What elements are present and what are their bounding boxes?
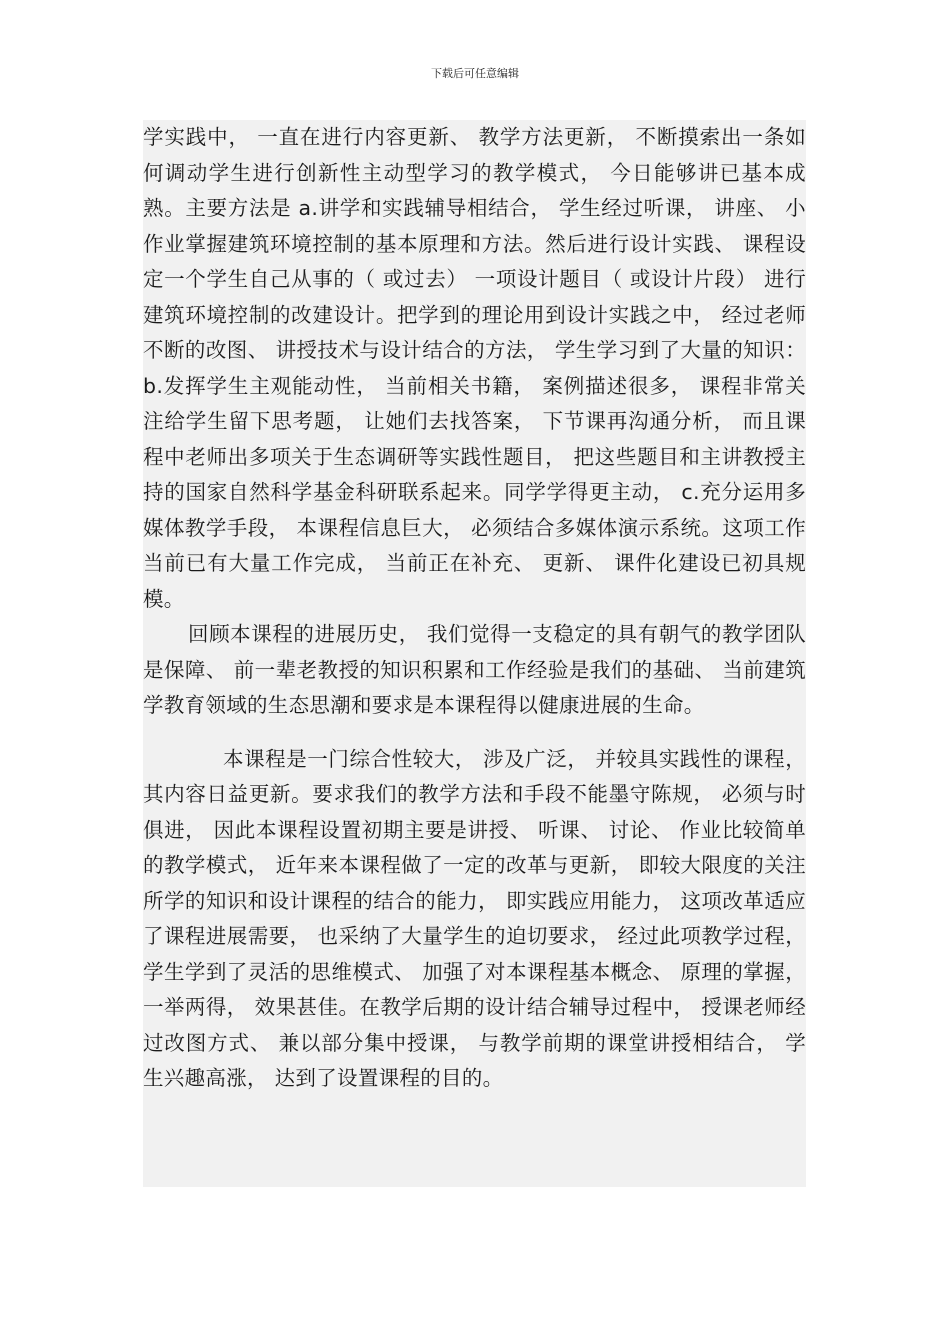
document-body — [143, 120, 806, 1187]
page-header: 下载后可任意编辑 — [431, 67, 519, 80]
paragraph-3: 本课程是一门综合性较大， 涉及广泛， 并较具实践性的课程， 其内容日益更新。要求我们的教学方法和手段不能墨守陈规， 必须与时俱进， 因此本课程设置初期主要是讲授、 听课、 讨论、 作业比较简单的教学模式， 近年来本课程做了一定的改革与更新， 即较大限度的关注所学的知识和设计课程的结合的能力， 即实践应用能力， 这项改革适应了课程进展需要， 也采纳了大量学生的迫切要求， 经过此项教学过程， 学生学到了灵活的思维模式、 加强了对本课程基本概念、 原理的掌握， 一举两得， 效果甚佳。在教学后期的设计结合辅导过程中， 授课老师经过改图方式、 兼以部分集中授课， 与教学前期的课堂讲授相结合， 学生兴趣高涨， 达到了设置课程的目的。 — [143, 746, 806, 1090]
paragraph-2: 回顾本课程的进展历史， 我们觉得一支稳定的具有朝气的教学团队是保障、 前一辈老教授的知识积累和工作经验是我们的基础、 当前建筑学教育领域的生态思潮和要求是本课程得以健康进展的生命。 — [143, 622, 806, 717]
paragraph-1: 学实践中， 一直在进行内容更新、 教学方法更新， 不断摸索出一条如何调动学生进行创新性主动型学习的教学模式， 今日能够讲已基本成熟。主要方法是 a.讲学和实践辅导相结合， 学生经过听课， 讲座、 小作业掌握建筑环境控制的基本原理和方法。然后进行设计实践、 课程设定一个学生自己从事的（ 或过去） 一项设计题目（ 或设计片段） 进行建筑环境控制的改建设计。把学到的理论用到设计实践之中， 经过老师不断的改图、 讲授技术与设计结合的方法， 学生学习到了大量的知识：b.发挥学生主观能动性， 当前相关书籍， 案例描述很多， 课程非常关注给学生留下思考题， 让她们去找答案， 下节课再沟通分析， 而且课程中老师出多项关于生态调研等实践性题目， 把这些题目和主讲教授主持的国家自然科学基金科研联系起来。同学学得更主动， c.充分运用多媒体教学手段， 本课程信息巨大， 必须结合多媒体演示系统。这项工作当前已有大量工作完成， 当前正在补充、 更新、 课件化建设已初具规模。 — [143, 125, 806, 611]
